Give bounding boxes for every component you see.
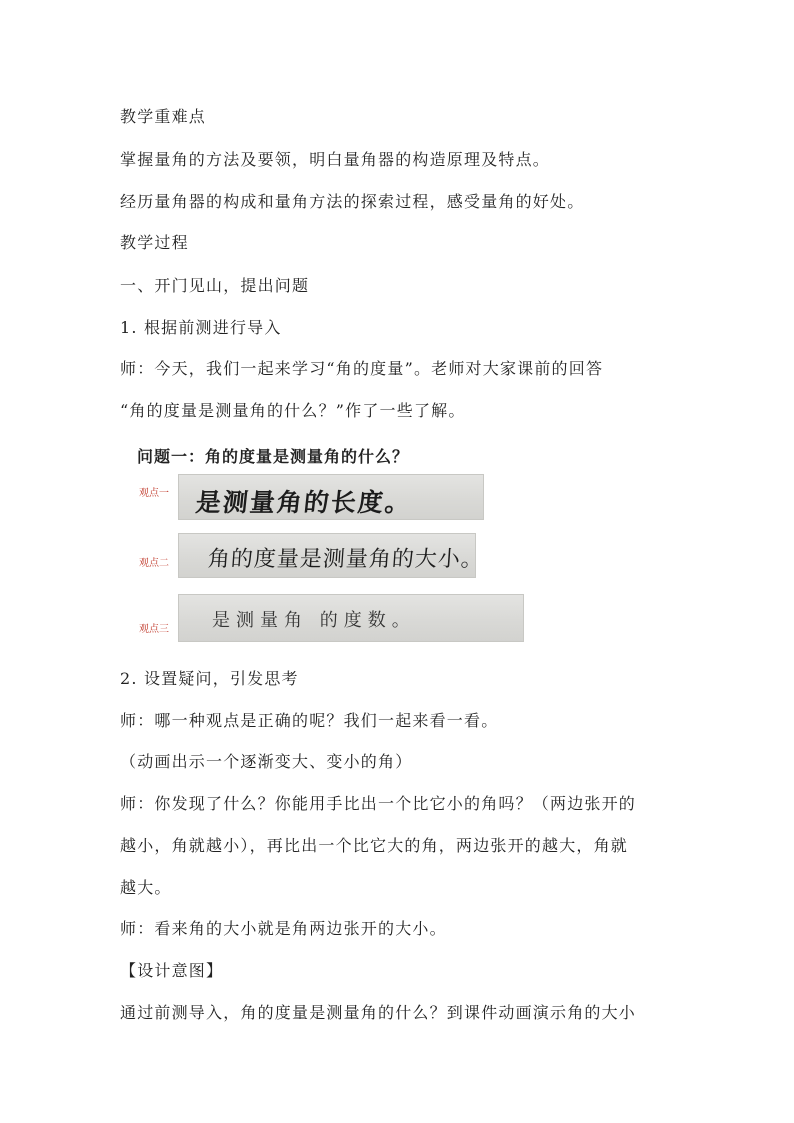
paragraph-teacher-discovery: 师：你发现了什么？你能用手比出一个比它小的角吗？（两边张开的 bbox=[120, 794, 637, 813]
subheading-1: 1. 根据前测进行导入 bbox=[120, 318, 282, 337]
paragraph-objective-2: 经历量角器的构成和量角方法的探索过程，感受量角的好处。 bbox=[120, 192, 585, 211]
paragraph-teacher-intro-cont: “角的度量是测量角的什么？”作了一些了解。 bbox=[120, 401, 466, 420]
handwritten-answer-1: 是测量角的长度。 bbox=[194, 488, 414, 517]
figure-title: 问题一：角的度量是测量角的什么？ bbox=[137, 447, 410, 466]
handwritten-answer-3: 是测量角 的度数。 bbox=[212, 610, 416, 631]
paragraph-teacher-discovery-end: 越大。 bbox=[120, 878, 172, 897]
handwriting-image-3 bbox=[178, 594, 524, 642]
heading-teaching-process: 教学过程 bbox=[120, 233, 189, 252]
heading-design-intent: 【设计意图】 bbox=[120, 961, 224, 980]
section-heading-1: 一、开门见山，提出问题 bbox=[120, 276, 310, 295]
handwriting-image-1 bbox=[178, 474, 484, 520]
paragraph-teacher-summary: 师：看来角的大小就是角两边张开的大小。 bbox=[120, 919, 447, 938]
paragraph-objective-1: 掌握量角的方法及要领，明白量角器的构造原理及特点。 bbox=[120, 150, 551, 169]
handwriting-image-2 bbox=[178, 533, 485, 578]
view-label-1: 观点一 bbox=[139, 488, 169, 499]
subheading-2: 2. 设置疑问，引发思考 bbox=[120, 669, 299, 688]
heading-key-difficulties: 教学重难点 bbox=[120, 107, 207, 126]
view-label-3: 观点三 bbox=[139, 624, 169, 635]
handwritten-answer-2: 角的度量是测量角的大小。 bbox=[206, 547, 485, 572]
paragraph-teacher-question: 师：哪一种观点是正确的呢？我们一起来看一看。 bbox=[120, 711, 499, 730]
paragraph-animation-note: （动画出示一个逐渐变大、变小的角） bbox=[120, 752, 413, 771]
paragraph-design-intent: 通过前测导入，角的度量是测量角的什么？到课件动画演示角的大小 bbox=[120, 1003, 637, 1022]
view-label-2: 观点二 bbox=[139, 558, 169, 569]
paragraph-teacher-intro: 师：今天，我们一起来学习“角的度量”。老师对大家课前的回答 bbox=[120, 359, 604, 378]
paragraph-teacher-discovery-cont: 越小，角就越小），再比出一个比它大的角，两边张开的越大，角就 bbox=[120, 836, 629, 855]
